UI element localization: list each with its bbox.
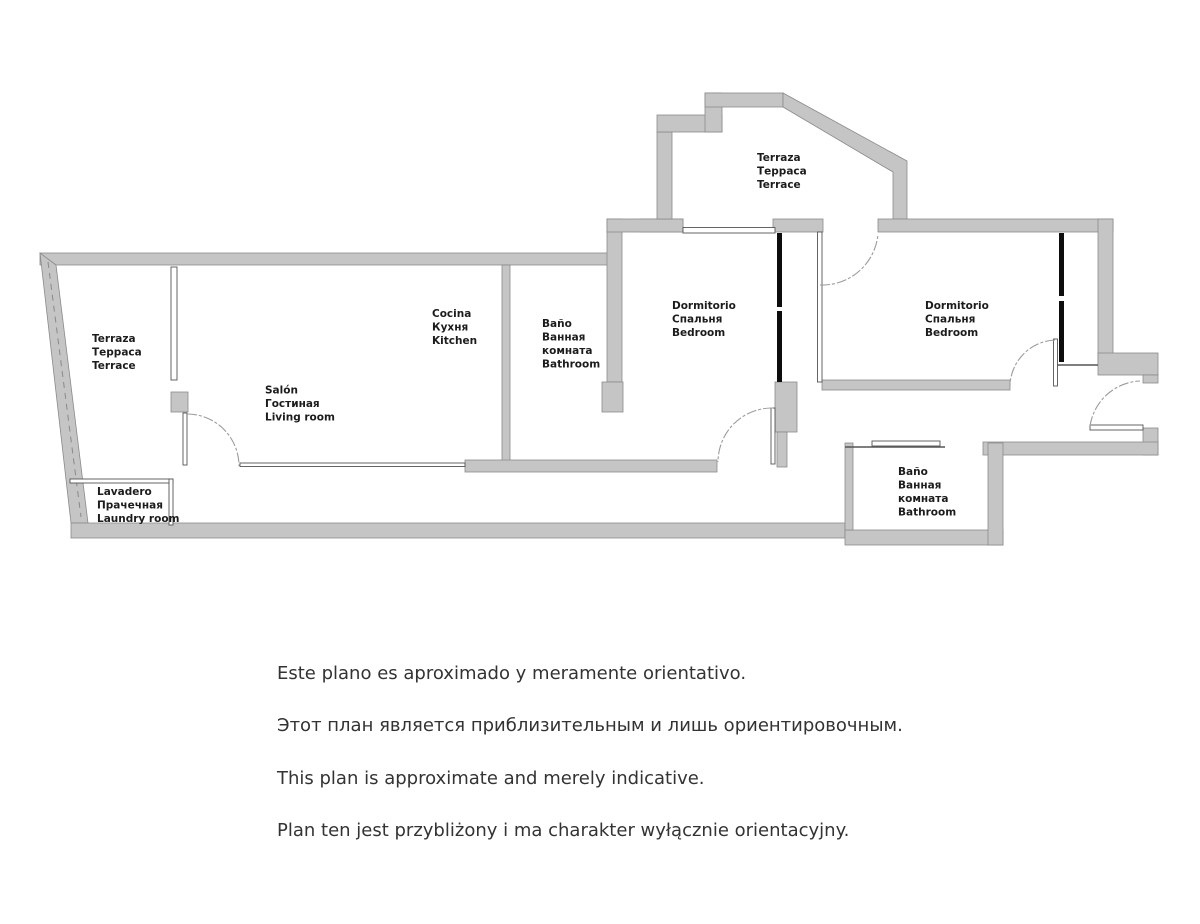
room-label-line: Гостиная (265, 398, 320, 410)
room-label-line: Спальня (672, 313, 723, 326)
room-label-line: Терраса (757, 165, 807, 178)
room-label-bedroom-1 (672, 300, 736, 339)
wall-entry-bottom (983, 442, 1158, 455)
partition-bedroom1-a (777, 233, 782, 307)
wall-bedroom1-se-lower (777, 432, 787, 467)
wall-corridor-bottom (465, 460, 717, 472)
wall-terrace-diagonal (783, 93, 907, 219)
sliding-door-bathroom2 (872, 441, 940, 446)
room-label-line: Terraza (92, 333, 136, 345)
wall-bedroom1-se-upper (775, 382, 797, 432)
room-label-line: Bedroom (925, 327, 979, 339)
room-label-line: Terraza (757, 152, 801, 164)
room-label-bathroom-2 (898, 466, 956, 519)
wall-laundry-top (70, 479, 173, 483)
room-label-line: Terrace (92, 360, 136, 372)
room-label-line: Terrace (757, 179, 801, 191)
wall-bedroom2-top (878, 219, 1113, 232)
window-terrace-salon (171, 267, 177, 380)
salon-bottom-thin-wall (240, 463, 465, 467)
room-label-line: Baño (542, 318, 572, 330)
disclaimer-ru: Этот план является приблизительным и лишь ориентировочным. (277, 715, 903, 736)
disclaimer-pl: Plan ten jest przybliżony i ma charakter wyłącznie orientacyjny. (277, 820, 850, 841)
door-arc-terrace (820, 234, 878, 285)
wall-bathroom2-right (988, 443, 1003, 545)
room-label-line: комната (542, 345, 593, 357)
room-label-line: Bedroom (672, 327, 726, 339)
door-leaf-bedroom2 (1054, 339, 1058, 386)
room-label-line: Прачечная (97, 499, 164, 512)
disclaimer-en: This plan is approximate and merely indicative. (277, 768, 705, 789)
wall-terrace-left (657, 132, 672, 219)
room-label-line: Kitchen (432, 335, 478, 347)
room-label-line: Cocina (432, 308, 472, 320)
room-label-line: Bathroom (542, 358, 601, 371)
room-label-line: Dormitorio (925, 300, 989, 312)
room-label-line: Спальня (925, 313, 976, 326)
door-leaf-salon (183, 413, 187, 465)
room-label-line: Lavadero (97, 486, 152, 498)
room-label-line: Ванная (898, 479, 942, 492)
wall-bathroom1-right (607, 219, 622, 382)
room-label-line: Laundry room (97, 513, 180, 525)
room-label-terrace-top (757, 152, 807, 191)
wall-top-left (40, 253, 608, 265)
wall-bedroom1-top2 (607, 219, 683, 232)
disclaimer-block (276, 663, 903, 841)
room-label-line: Кухня (432, 321, 469, 334)
room-label-line: Bathroom (898, 506, 957, 519)
wall-kitchen-divider (502, 265, 510, 462)
room-label-line: Ванная (542, 331, 586, 344)
room-label-bedroom-2 (925, 300, 989, 339)
disclaimer-es: Este plano es aproximado y meramente orientativo. (277, 663, 747, 684)
wall-bedroom2-left-thin (818, 232, 823, 382)
partition-bedroom2-b (1059, 301, 1064, 362)
door-leaf-bedroom1 (771, 408, 775, 464)
room-label-line: Living room (265, 411, 335, 424)
wall-salon-door-pier (171, 392, 188, 412)
wall-terrace-door-block (773, 219, 823, 232)
room-label-laundry (97, 486, 180, 525)
room-label-living-room (265, 385, 335, 424)
room-label-line: Salón (265, 384, 298, 397)
room-label-bathroom-1 (542, 318, 600, 371)
room-label-line: Терраса (92, 346, 142, 359)
room-label-line: Dormitorio (672, 300, 736, 312)
thin-walls-and-windows (70, 228, 1143, 526)
wall-entry-top (1098, 353, 1158, 375)
room-label-kitchen (432, 308, 477, 347)
wall-bathroom2-bottom (845, 530, 1003, 545)
wall-bottom (71, 523, 845, 538)
door-arc-bedroom2 (1010, 340, 1055, 386)
partition-bedroom2-a (1059, 233, 1064, 296)
wall-terrace-top (705, 93, 783, 107)
wall-bathroom1-foot (602, 382, 623, 412)
door-arcs (187, 234, 1140, 466)
door-arc-entry (1090, 381, 1140, 426)
window-bedroom1-terrace (683, 228, 775, 234)
walls (40, 93, 1158, 545)
room-label-line: комната (898, 493, 949, 505)
door-arc-salon (187, 414, 239, 466)
room-label-terrace-left (92, 333, 142, 372)
door-leaf-entry (1090, 425, 1143, 430)
wall-bathroom2-left (845, 443, 853, 530)
room-label-line: Baño (898, 466, 928, 478)
partition-bedroom1-b (777, 311, 782, 382)
wall-entry-step (1143, 375, 1158, 383)
wall-bedroom2-right (1098, 219, 1113, 363)
door-arc-bedroom1 (718, 408, 773, 462)
wall-bedroom2-bottom (822, 380, 1010, 390)
